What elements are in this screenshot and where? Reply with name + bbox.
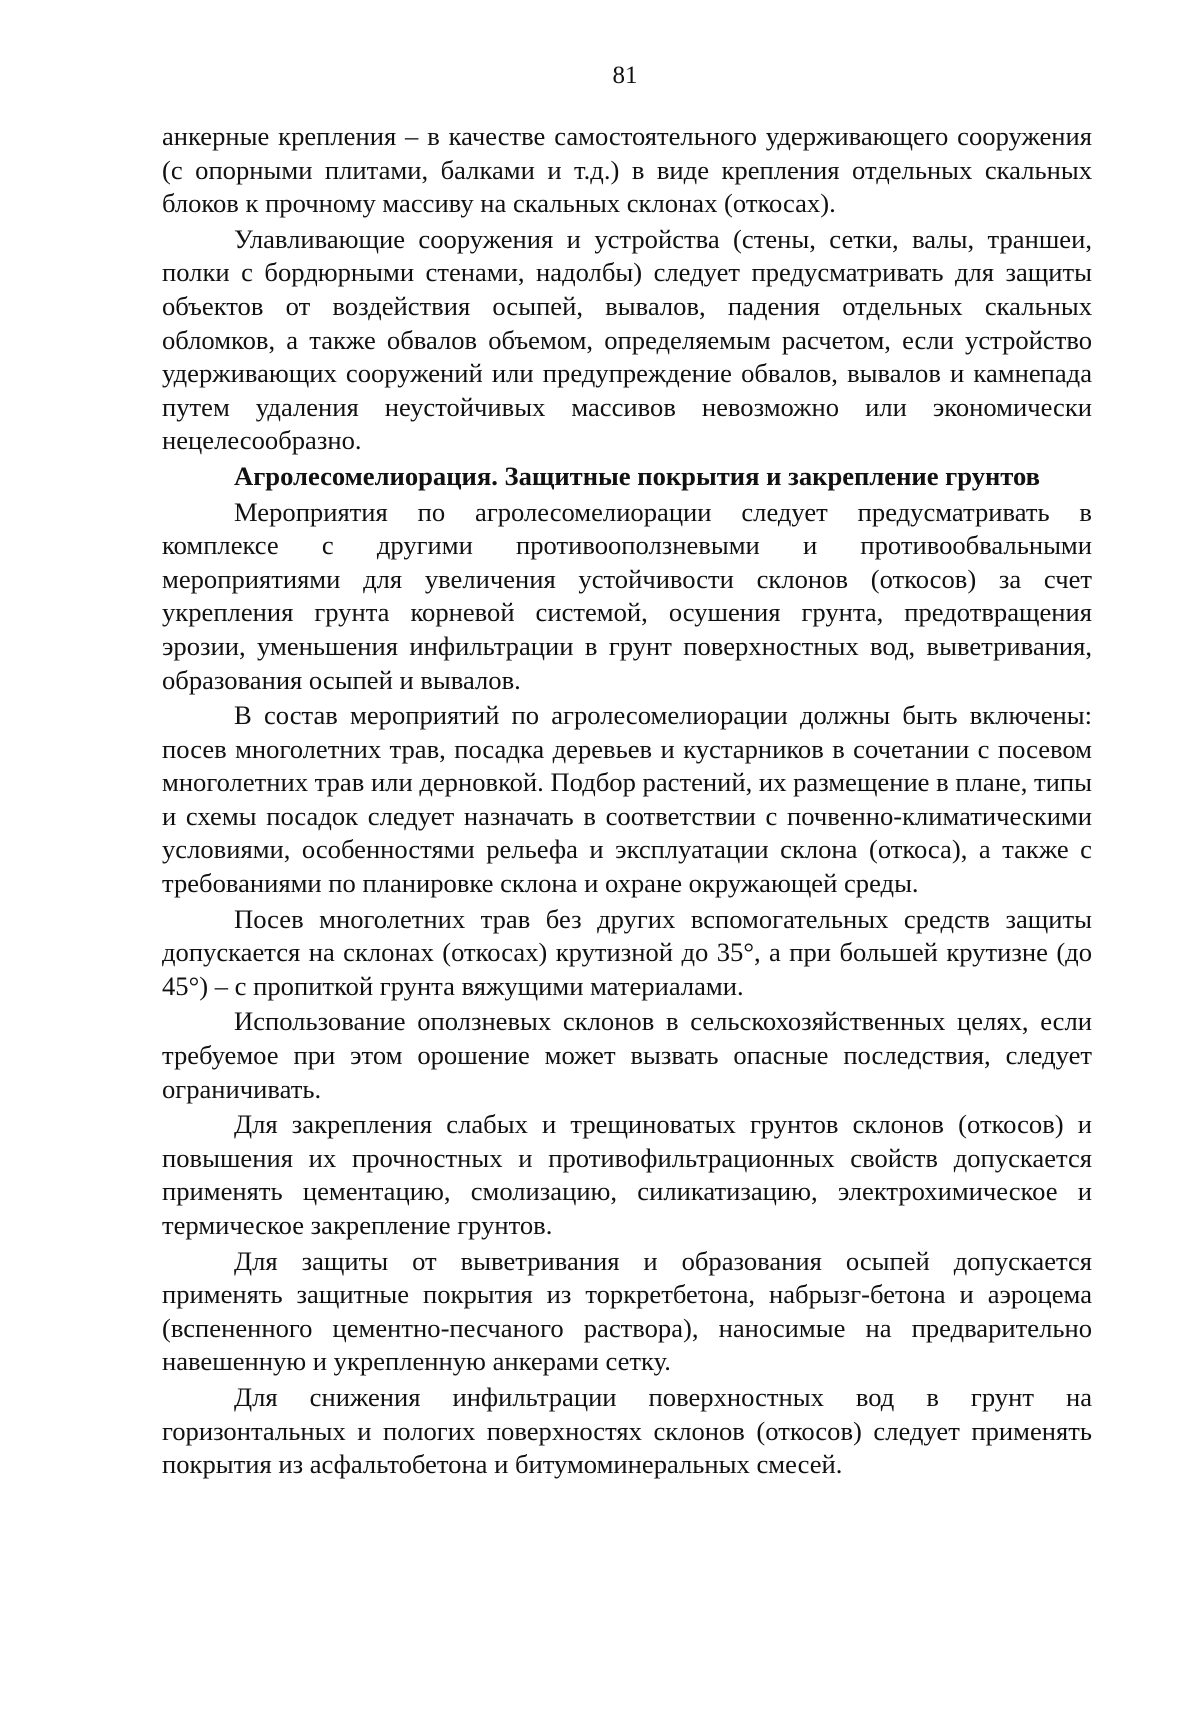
document-body <box>162 120 1092 1482</box>
paragraph-soil-fixing: Для закрепления слабых и трещиноватых грунтов склонов (откосов) и повышения их прочностных и противофильтрационных свойств допускается применять цементацию, смолизацию, силикатизацию, электрохимическое и термическое закрепление грунтов. <box>162 1109 1092 1240</box>
paragraph-anchor-fastenings: анкерные крепления – в качестве самостоятельного удерживающего сооружения (с опорными плитами, балками и т.д.) в виде крепления отдельных скальных блоков к прочному массиву на скальных склонах (откосах). <box>162 121 1092 219</box>
paragraph-agroforestry-composition: В состав мероприятий по агролесомелиорации должны быть включены: посев многолетних трав, посадка деревьев и кустарников в сочетании с посевом многолетних трав или дерновкой. Подбор растений, их размещение в плане, типы и схемы посадок следует назначать в соответствии с почвенно-климатическими условиями, особенностями рельефа и эксплуатации склона (откоса), а также с требованиями по планировке склона и охране окружающей среды. <box>162 700 1092 899</box>
paragraph-agricultural-use: Использование оползневых склонов в сельскохозяйственных целях, если требуемое при этом орошение может вызвать опасные последствия, следует ограничивать. <box>162 1006 1092 1104</box>
paragraph-infiltration-coatings: Для снижения инфильтрации поверхностных вод в грунт на горизонтальных и пологих поверхностях склонов (откосов) следует применять покрытия из асфальтобетона и битумоминеральных смесей. <box>162 1381 1092 1480</box>
paragraph-grass-sowing: Посев многолетних трав без других вспомогательных средств защиты допускается на склонах (откосах) крутизной до 35°, а при большей крутизне (до 45°) – с пропиткой грунта вяжущими материалами. <box>162 903 1092 1001</box>
paragraph-catching-structures: Улавливающие сооружения и устройства (стены, сетки, валы, траншеи, полки с бордюрными стенами, надолбы) следует предусматривать для защиты объектов от воздействия осыпей, вывалов, падения отдельных скальных обломков, а также обвалов объемом, определяемым расчетом, если устройство удерживающих сооружений или предупреждение обвалов, вывалов и камнепада путем удаления неустойчивых массивов невозможно или экономически нецелесообразно. <box>162 223 1092 456</box>
page-number: 81 <box>612 62 638 89</box>
section-heading: Агролесомелиорация. Защитные покрытия и закрепление грунтов <box>234 460 1041 491</box>
paragraph-agroforestry-measures: Мероприятия по агролесомелиорации следует предусматривать в комплексе с другими противооползневыми и противообвальными мероприятиями для увеличения устойчивости склонов (откосов) за счет укрепления грунта корневой системой, осушения грунта, предотвращения эрозии, уменьшения инфильтрации в грунт поверхностных вод, выветривания, образования осыпей и вывалов. <box>162 496 1092 695</box>
paragraph-protective-coatings: Для защиты от выветривания и образования осыпей допускается применять защитные покрытия из торкретбетона, набрызг-бетона и аэроцема (вспененного цементно-песчаного раствора), наносимые на предварительно навешенную и укрепленную анкерами сетку. <box>162 1245 1092 1377</box>
